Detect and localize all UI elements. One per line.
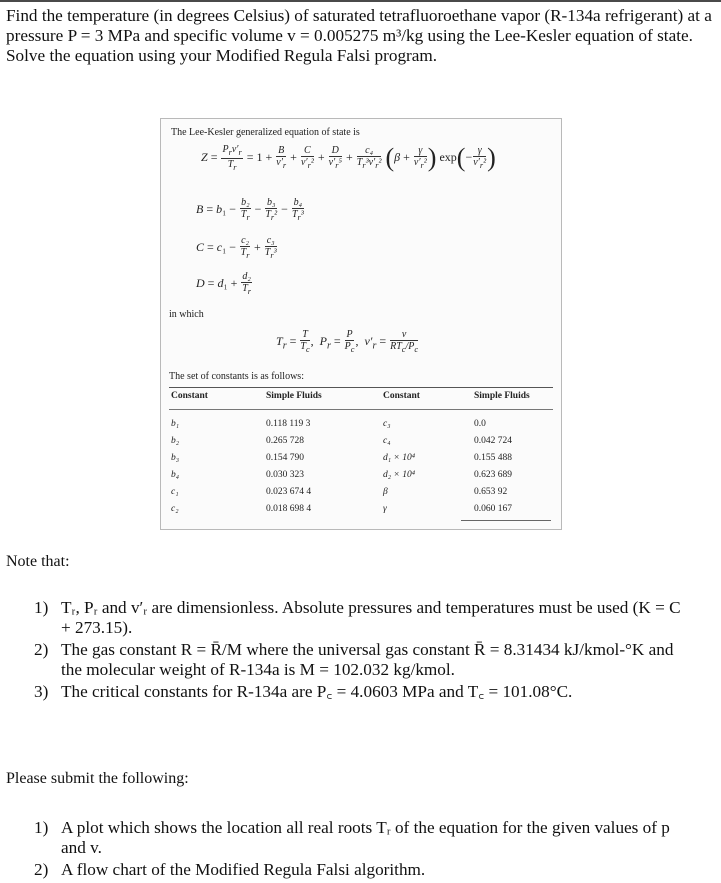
submit-list (34, 818, 694, 882)
table-cell: 0.042 724 (474, 436, 512, 446)
figure-title: The Lee-Kesler generalized equation of state is (171, 127, 360, 138)
notes-list (34, 598, 694, 704)
table-cell: b₂ (171, 436, 180, 446)
table-cell: 0.155 488 (474, 453, 512, 463)
header-constant-1: Constant (171, 391, 208, 401)
table-cell: 0.653 92 (474, 487, 508, 497)
table-header-rule (169, 409, 553, 410)
header-simple-fluids-1: Simple Fluids (266, 391, 322, 401)
table-cell: 0.060 167 (474, 504, 512, 514)
d-equation: D = d₁ + $\frac{\text{d₂}}{T_r}$ (196, 271, 252, 296)
constants-intro: The set of constants is as follows: (169, 371, 304, 382)
problem-statement: Find the temperature (in degrees Celsius) of saturated tetrafluoroethane vapor (R-134a refrigerant) at a pressure P = 3 MPa and specific volume v = 0.005275 m³/kg using the Lee-Kesler equation of state. Solve the equation using your Modified Regula Falsi program. (6, 6, 712, 65)
table-cell: c₄ (383, 436, 391, 446)
header-constant-2: Constant (383, 391, 420, 401)
table-cell: 0.154 790 (266, 453, 304, 463)
table-cell: γ (383, 504, 387, 514)
note-label: Note that: (6, 553, 70, 570)
list-item: 2) A flow chart of the Modified Regula Falsi algorithm. (34, 860, 426, 879)
table-cell: d₂ × 10⁴ (383, 470, 416, 480)
reduced-definitions: $T_r$ = $\frac{T}{T_c}$ , $P_r$ = $\frac{P}{P_c}$ , $v'_r$ = $\frac{v}{RT_c/P_c}$ (276, 329, 419, 354)
table-cell: b₁ (171, 419, 180, 429)
table-cell: b₃ (171, 453, 180, 463)
table-cell: 0.018 698 4 (266, 504, 312, 514)
table-cell: 0.023 674 4 (266, 487, 312, 497)
list-item: 3) The critical constants for R-134a are P꜀ = 4.0603 MPa and T꜀ = 101.08°C. (34, 682, 573, 701)
list-item: 1) A plot which shows the location all real roots Tᵣ of the equation for the given values of p and v. (34, 818, 670, 857)
table-cell: 0.623 689 (474, 470, 512, 480)
table-cell: c₂ (171, 504, 179, 514)
table-cell: β (383, 487, 388, 497)
submit-label: Please submit the following: (6, 770, 189, 787)
table-cell: b₄ (171, 470, 180, 480)
main-equation: Z = $\frac{P_rv'_r}{T_r}$ = 1 + $\frac{B}{v'_r}$ + $\frac{C}{v'_r^2}$ + $\frac{D}{v'_r^5}$ + $\frac{\text{c₄}}{T_r^3v'_r^2}$ (β + $\frac{\gamma}{v'_r^2}$ ) exp(− $\frac{\gamma}{v'_r^2}$ ) (201, 143, 496, 172)
table-cell: c₁ (171, 487, 179, 497)
table-cell: 0.0 (474, 419, 486, 429)
table-cell: c₃ (383, 419, 391, 429)
lee-kesler-figure (160, 118, 562, 530)
c-equation: C = c₁ − $\frac{\text{c₂}}{T_r}$ + $\frac{\text{c₃}}{T_r^3}$ (196, 235, 277, 260)
table-cell: 0.030 323 (266, 470, 304, 480)
table-top-rule (169, 387, 553, 388)
table-bottom-rule (461, 520, 551, 521)
in-which-label: in which (169, 309, 204, 320)
list-item: 2) The gas constant R = R̄/M where the universal gas constant R̄ = 8.31434 kJ/kmol-°K and the molecular weight of R-134a is M = 102.032 kg/kmol. (34, 640, 674, 679)
table-cell: d₁ × 10⁴ (383, 453, 416, 463)
table-cell: 0.265 728 (266, 436, 304, 446)
list-item: 1) Tᵣ, Pᵣ and v′ᵣ are dimensionless. Absolute pressures and temperatures must be used (K = C + 273.15). (34, 598, 681, 637)
top-border (0, 0, 721, 2)
header-simple-fluids-2: Simple Fluids (474, 391, 530, 401)
b-equation: B = b₁ − $\frac{\text{b₂}}{T_r}$ − $\frac{\text{b₃}}{T_r^2}$ − $\frac{\text{b₄}}{T_r^3}$ (196, 197, 304, 222)
table-cell: 0.118 119 3 (266, 419, 311, 429)
